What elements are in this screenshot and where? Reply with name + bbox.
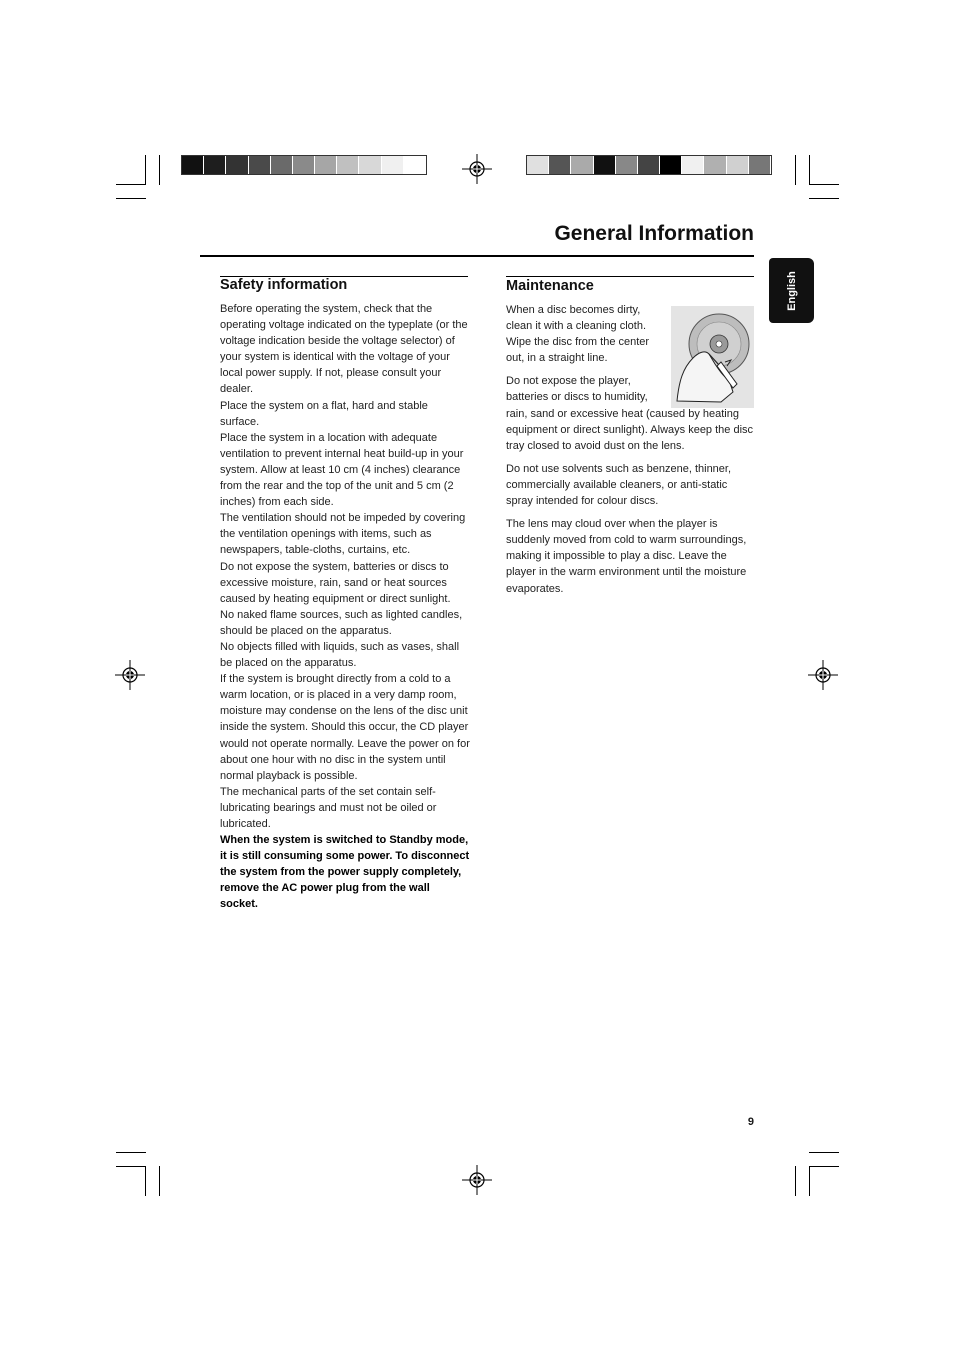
color-swatch [638, 156, 660, 174]
color-swatch [571, 156, 593, 174]
color-bar-right [526, 155, 772, 175]
safety-paragraph: The ventilation should not be impeded by covering the ventilation openings with items, such as newspapers, table-cloths, curtains, etc. [220, 512, 466, 557]
title-rule [200, 255, 754, 257]
safety-paragraph: No naked flame sources, such as lighted candles, should be placed on the apparatus. [220, 608, 463, 637]
maintenance-paragraph: The lens may cloud over when the player is suddenly moved from cold to warm surroundings, making it impossible to play a disc. Leave the player in the warm environment until the moisture evaporates. [506, 518, 747, 595]
color-swatch [404, 156, 426, 174]
safety-paragraph: If the system is brought directly from a cold to a warm location, or is placed in a very damp room, moisture may condense on the lens of the disc unit inside the system. Should this occur, the CD player would not operate normally. Leave the power on for about one hour with no disc in the system until normal playback is possible. [220, 673, 470, 782]
page-title: General Information [554, 222, 754, 245]
color-swatch [182, 156, 204, 174]
maintenance-paragraph: When a disc becomes dirty, clean it with a cleaning cloth. Wipe the disc from the center out, in a straight line. [506, 304, 650, 365]
maintenance-paragraph: Do not expose the player, batteries or discs to humidity, rain, sand or excessive heat (caused by heating equipment or direct sunlight). Always keep the disc tray closed to avoid dust on the lens. [506, 375, 754, 452]
safety-paragraph: No objects filled with liquids, such as vases, shall be placed on the apparatus. [220, 640, 460, 670]
safety-paragraph: Before operating the system, check that the operating voltage indicated on the typeplate (or the voltage indication beside the voltage selector) of your system is identical with the voltage of your local power supply. If not, please consult your dealer. [220, 303, 468, 396]
color-swatch [293, 156, 315, 174]
page-number: 9 [747, 1116, 754, 1128]
language-tab [769, 258, 814, 323]
color-swatch [527, 156, 549, 174]
safety-paragraph: Do not expose the system, batteries or discs to excessive moisture, rain, sand or heat sources caused by heating equipment or direct sunlight. [220, 560, 451, 605]
color-swatch [682, 156, 704, 174]
safety-paragraph: The mechanical parts of the set contain self-lubricating bearings and must not be oiled or lubricated. [220, 785, 437, 830]
maintenance-paragraph: Do not use solvents such as benzene, thinner, commercially available cleaners, or anti-static spray intended for colour discs. [506, 462, 732, 508]
maintenance-body [506, 302, 756, 604]
maintenance-heading: Maintenance [506, 278, 594, 294]
color-swatch [594, 156, 616, 174]
color-swatch [359, 156, 381, 174]
color-swatch [382, 156, 404, 174]
color-swatch [249, 156, 271, 174]
registration-mark-icon [808, 660, 838, 690]
color-swatch [749, 156, 771, 174]
color-swatch [226, 156, 248, 174]
color-swatch [337, 156, 359, 174]
color-swatch [704, 156, 726, 174]
safety-paragraph: Place the system on a flat, hard and stable surface. [220, 399, 428, 428]
color-swatch [549, 156, 571, 174]
color-swatch [204, 156, 226, 174]
registration-mark-icon [462, 1165, 492, 1195]
color-swatch [727, 156, 749, 174]
registration-mark-icon [115, 660, 145, 690]
illustration-spacer [668, 302, 756, 398]
safety-paragraph: Place the system in a location with adequate ventilation to prevent internal heat build-up in your system. Allow at least 10 cm (4 inches) clearance from the rear and the top of the unit and 5 cm (2 inches) from each side. [220, 431, 464, 509]
color-swatch [315, 156, 337, 174]
safety-heading: Safety information [220, 277, 348, 293]
safety-body [220, 301, 470, 913]
color-bar-left [181, 155, 427, 175]
color-swatch [660, 156, 682, 174]
registration-mark-icon [462, 154, 492, 184]
standby-warning: When the system is switched to Standby mode, it is still consuming some power. To disconnect the system from the power supply completely, remove the AC power plug from the wall socket. [220, 834, 470, 911]
color-swatch [616, 156, 638, 174]
language-tab-label: English [785, 270, 798, 311]
color-swatch [271, 156, 293, 174]
maintenance-rule [506, 276, 754, 277]
